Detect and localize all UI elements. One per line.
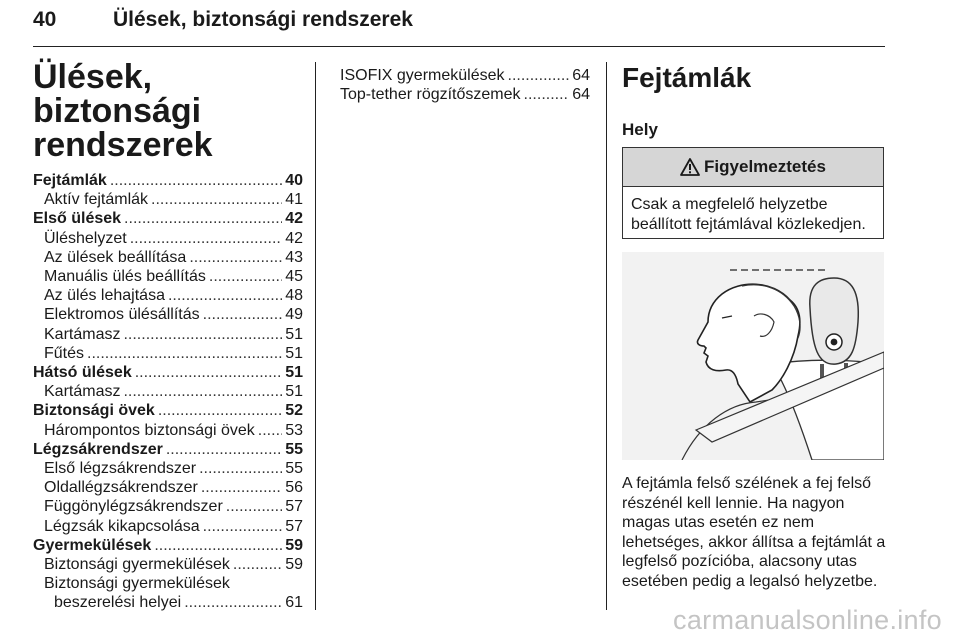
toc-entry-text: Kartámasz bbox=[44, 325, 121, 343]
toc-entry[interactable] bbox=[44, 497, 303, 517]
toc-entry[interactable] bbox=[44, 286, 303, 306]
toc-page-number: 48 bbox=[285, 287, 303, 305]
toc-entry[interactable] bbox=[44, 229, 303, 249]
toc-entry-text: Manuális ülés beállítás bbox=[44, 268, 206, 285]
toc-entry[interactable] bbox=[44, 190, 303, 210]
toc-page-number: 40 bbox=[285, 172, 303, 189]
toc-entry-text: Fejtámlák bbox=[33, 172, 107, 189]
toc-page-number: 55 bbox=[285, 460, 303, 477]
warning-triangle-icon bbox=[680, 158, 700, 176]
toc-leader-dots bbox=[123, 382, 282, 402]
toc-entry-text: Hárompontos biztonsági övek bbox=[44, 421, 255, 439]
toc-leader-dots bbox=[87, 344, 282, 364]
toc-entry[interactable] bbox=[44, 574, 303, 594]
toc-page-number: 64 bbox=[572, 67, 590, 84]
toc-entry[interactable] bbox=[44, 459, 303, 479]
toc-entry-text: Top-tether rögzítőszemek bbox=[340, 86, 521, 104]
toc-entry-text: Biztonsági gyermekülések bbox=[44, 556, 230, 573]
toc-entry-text: ISOFIX gyermekülések bbox=[340, 67, 505, 84]
toc-entry-text: Légzsák kikapcsolása bbox=[44, 517, 200, 535]
toc-page-number: 61 bbox=[285, 594, 303, 612]
toc-page-number: 43 bbox=[285, 248, 303, 266]
watermark: carmanualsonline.info bbox=[673, 605, 942, 635]
toc-leader-dots bbox=[258, 421, 282, 441]
warning-line: beállított fejtámlával közlekedjen. bbox=[631, 216, 866, 233]
toc-page-number: 51 bbox=[285, 344, 303, 362]
toc-entry-text: Az ülés lehajtása bbox=[44, 287, 165, 305]
body-line: részénél kell lennie. Ha nagyon bbox=[622, 494, 845, 512]
page-header bbox=[33, 6, 885, 47]
toc-entry[interactable] bbox=[44, 517, 303, 537]
toc-entry-text: Aktív fejtámlák bbox=[44, 191, 149, 209]
toc-page-number: 53 bbox=[285, 421, 303, 439]
toc-entry-text: Függönylégzsákrendszer bbox=[44, 498, 223, 516]
toc-entry[interactable] bbox=[44, 421, 303, 441]
toc-entry[interactable] bbox=[33, 171, 303, 191]
toc-leader-dots bbox=[203, 305, 283, 325]
toc-entry-text: Légzsákrendszer bbox=[33, 440, 163, 458]
column-divider-1 bbox=[315, 62, 316, 610]
body-paragraph bbox=[622, 474, 892, 591]
toc-page-number: 51 bbox=[285, 364, 303, 381]
toc-entry[interactable] bbox=[44, 478, 303, 498]
toc-leader-dots bbox=[168, 286, 282, 306]
toc-page-number: 41 bbox=[285, 191, 303, 209]
chapter-title bbox=[33, 60, 303, 162]
toc-leader-dots bbox=[508, 66, 570, 86]
toc-entry-text: beszerelési helyei bbox=[54, 594, 182, 612]
running-title: Ülések, biztonsági rendszerek bbox=[113, 8, 413, 31]
toc-page-number: 64 bbox=[572, 86, 590, 104]
toc-leader-dots bbox=[226, 497, 282, 517]
body-line: lehetséges, akkor állítsa a fejtámlát a bbox=[622, 533, 886, 551]
toc-leader-dots bbox=[203, 517, 283, 537]
toc-entry-text: Biztonsági gyermekülések bbox=[44, 575, 230, 593]
toc-leader-dots bbox=[135, 363, 282, 383]
toc-leader-dots bbox=[189, 248, 282, 268]
toc-entry-text: Első ülések bbox=[33, 210, 122, 228]
section-subtitle: Hely bbox=[622, 120, 658, 139]
section-title: Fejtámlák bbox=[622, 62, 752, 93]
toc-leader-dots bbox=[124, 209, 282, 229]
body-line: legfelső pozícióba, alacsony utas bbox=[622, 553, 857, 570]
toc-entry[interactable] bbox=[44, 555, 303, 575]
body-line: magas utas esetén ez nem bbox=[622, 514, 815, 531]
toc-page-number: 59 bbox=[285, 556, 303, 573]
toc-entry-text: Biztonsági övek bbox=[33, 402, 155, 420]
toc-page-number: 59 bbox=[285, 536, 303, 554]
toc-entry[interactable] bbox=[340, 85, 590, 105]
toc-entry-text: Elektromos ülésállítás bbox=[44, 306, 200, 324]
toc-entry-text: Oldallégzsákrendszer bbox=[44, 479, 198, 497]
toc-entry[interactable] bbox=[33, 536, 303, 556]
toc-entry-text: Első légzsákrendszer bbox=[44, 460, 197, 477]
toc-leader-dots bbox=[184, 593, 282, 613]
toc-page-number: 51 bbox=[285, 383, 303, 401]
toc-entry-text: Hátsó ülések bbox=[33, 364, 132, 381]
toc-entry-text: Kartámasz bbox=[44, 383, 121, 401]
toc-leader-dots bbox=[154, 536, 282, 556]
toc-leader-dots bbox=[110, 171, 282, 191]
warning-heading bbox=[623, 148, 883, 187]
chapter-title-line2: rendszerek bbox=[33, 126, 213, 164]
toc-entry[interactable] bbox=[44, 248, 303, 268]
warning-box bbox=[622, 147, 884, 239]
toc-entry[interactable] bbox=[33, 401, 303, 421]
warning-heading-text: Figyelmeztetés bbox=[704, 157, 826, 176]
toc-entry[interactable] bbox=[44, 267, 303, 287]
toc-entry[interactable] bbox=[340, 66, 590, 86]
toc-leader-dots bbox=[166, 440, 282, 460]
toc-page-number: 49 bbox=[285, 306, 303, 324]
toc-page-number: 57 bbox=[285, 517, 303, 535]
toc-page-number: 55 bbox=[285, 440, 303, 458]
headrest-position-diagram bbox=[622, 252, 884, 460]
toc-entry-text: Üléshelyzet bbox=[44, 229, 127, 247]
toc-leader-dots bbox=[151, 190, 282, 210]
toc-entry[interactable] bbox=[44, 382, 303, 402]
toc-entry[interactable] bbox=[54, 593, 303, 613]
toc-page-number: 56 bbox=[285, 479, 303, 497]
toc-entry-text: Gyermekülések bbox=[33, 536, 152, 554]
toc-entry[interactable] bbox=[44, 344, 303, 364]
warning-line: Csak a megfelelő helyzetbe bbox=[631, 196, 828, 213]
toc-leader-dots bbox=[158, 401, 282, 421]
toc-page-number: 57 bbox=[285, 498, 303, 516]
toc-leader-dots bbox=[233, 555, 282, 575]
toc-page-number: 42 bbox=[285, 210, 303, 228]
body-line: A fejtámla felső szélének a fej felső bbox=[622, 475, 872, 492]
toc-entry[interactable] bbox=[33, 440, 303, 460]
body-line: esetében pedig a legalsó helyzetbe. bbox=[622, 572, 878, 590]
toc-leader-dots bbox=[209, 267, 282, 287]
toc-entry[interactable] bbox=[33, 209, 303, 229]
toc-entry[interactable] bbox=[44, 305, 303, 325]
warning-body bbox=[623, 187, 883, 235]
chapter-title-line1: Ülések, biztonsági bbox=[33, 58, 202, 130]
toc-entry[interactable] bbox=[44, 325, 303, 345]
toc-leader-dots bbox=[130, 229, 283, 249]
toc-entry[interactable] bbox=[33, 363, 303, 383]
page-number: 40 bbox=[33, 8, 57, 31]
toc-leader-dots bbox=[201, 478, 282, 498]
toc-page-number: 45 bbox=[285, 268, 303, 285]
toc-page-number: 52 bbox=[285, 402, 303, 420]
column-divider-2 bbox=[606, 62, 607, 610]
toc-entry-text: Fűtés bbox=[44, 344, 85, 362]
toc-leader-dots bbox=[123, 325, 282, 345]
headrest-illustration bbox=[622, 252, 884, 460]
toc-page-number: 42 bbox=[285, 229, 303, 247]
toc-page-number: 51 bbox=[285, 325, 303, 343]
toc-leader-dots bbox=[524, 85, 570, 105]
toc-leader-dots bbox=[199, 459, 282, 479]
toc-entry-text: Az ülések beállítása bbox=[44, 248, 187, 266]
